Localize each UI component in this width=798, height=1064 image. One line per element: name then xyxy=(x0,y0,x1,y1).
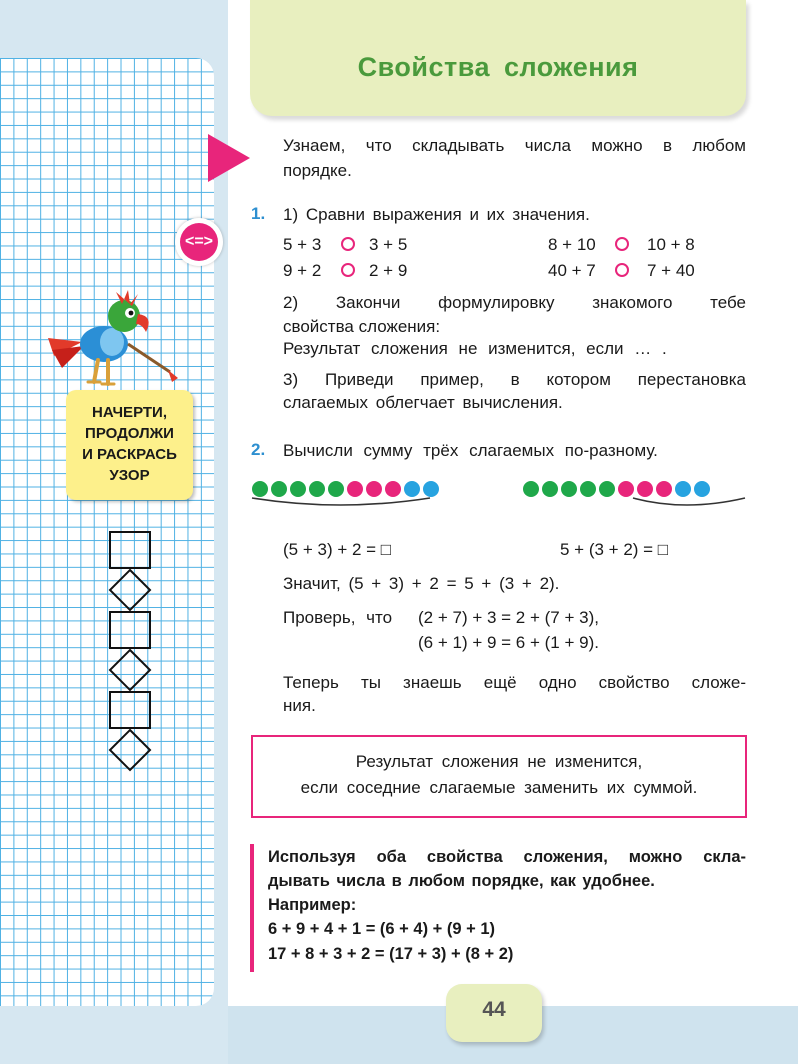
grouping-braces xyxy=(240,490,750,520)
parrot-illustration xyxy=(42,286,182,392)
expression-1: (5 + 3) + 2 = □ xyxy=(283,540,392,559)
now-line-2: ния. xyxy=(283,696,316,715)
title-banner xyxy=(250,0,746,116)
example-1: 6 + 9 + 4 + 1 = (6 + 4) + (9 + 1) xyxy=(268,920,496,938)
rule-box xyxy=(251,735,747,818)
compare-circle[interactable] xyxy=(341,263,355,277)
compare-circle[interactable] xyxy=(615,237,629,251)
compare-icon: <=> xyxy=(175,218,223,266)
compare-left-1: 5 + 3 xyxy=(283,235,322,254)
rule-line-1: Результат сложения не изменится, xyxy=(355,752,643,771)
brace-right xyxy=(633,498,745,505)
example-2: 17 + 8 + 3 + 2 = (17 + 3) + (8 + 2) xyxy=(268,945,514,963)
pattern-square xyxy=(110,612,150,648)
highlight-bar xyxy=(250,844,254,972)
task1-part2-line1: 2) Закончи формулировку знакомого тебе xyxy=(283,293,746,312)
margin-note xyxy=(66,390,193,500)
task1-part3-line1: 3) Приведи пример, в котором перестановка xyxy=(283,370,746,389)
page-title: Свойства сложения xyxy=(357,52,639,82)
task1-part2-line3: Результат сложения не изменится, если … . xyxy=(283,339,667,358)
task-number: 1. xyxy=(251,204,266,223)
compare-circle[interactable] xyxy=(615,263,629,277)
page-number-tab xyxy=(446,984,542,1042)
expression-2: 5 + (3 + 2) = □ xyxy=(560,540,669,559)
note-line: УЗОР xyxy=(109,467,150,484)
task1-part2-line2: свойства сложения: xyxy=(283,317,441,336)
pattern-square xyxy=(110,692,150,728)
task1-part1: 1) Сравни выражения и их значения. xyxy=(283,205,590,224)
intro-line-2: порядке. xyxy=(283,161,352,180)
arrow-marker-icon xyxy=(208,134,250,182)
pattern-diamond xyxy=(110,730,150,770)
task2-text: Вычисли сумму трёх слагаемых по-разному. xyxy=(283,441,658,460)
summary-line-1: Используя оба свойства сложения, можно скла- xyxy=(268,848,746,866)
check-2: (6 + 1) + 9 = 6 + (1 + 9). xyxy=(418,633,599,652)
compare-right-2: 2 + 9 xyxy=(369,261,408,280)
compare-circle[interactable] xyxy=(341,237,355,251)
conclusion: Значит, (5 + 3) + 2 = 5 + (3 + 2). xyxy=(283,574,560,593)
intro-line-1: Узнаем, что складывать числа можно в любом xyxy=(283,136,746,155)
compare-left-3: 8 + 10 xyxy=(548,235,596,254)
compare-right-1: 3 + 5 xyxy=(369,235,408,254)
note-line: НАЧЕРТИ, xyxy=(92,404,167,421)
summary-line-2: дывать числа в любом порядке, как удобнее. xyxy=(268,872,655,890)
pattern-diamond xyxy=(110,570,150,610)
compare-right-4: 7 + 40 xyxy=(647,261,695,280)
pattern-drawing xyxy=(104,528,156,778)
note-line: ПРОДОЛЖИ xyxy=(85,425,174,442)
pattern-diamond xyxy=(110,650,150,690)
now-line-1: Теперь ты знаешь ещё одно свойство сложе- xyxy=(283,673,746,692)
check-1: (2 + 7) + 3 = 2 + (7 + 3), xyxy=(418,608,599,627)
example-label: Например: xyxy=(268,896,357,914)
note-line: И РАСКРАСЬ xyxy=(82,446,177,463)
compare-left-2: 9 + 2 xyxy=(283,261,322,280)
page-number: 44 xyxy=(482,998,506,1021)
check-label: Проверь, что xyxy=(283,608,393,627)
compare-right-3: 10 + 8 xyxy=(647,235,695,254)
pattern-square xyxy=(110,532,150,568)
compare-left-4: 40 + 7 xyxy=(548,261,596,280)
brace-left xyxy=(252,498,430,505)
task1-part3-line2: слагаемых облегчает вычисления. xyxy=(283,393,563,412)
rule-line-2: если соседние слагаемые заменить их суммой. xyxy=(300,778,698,797)
task-number: 2. xyxy=(251,440,266,459)
